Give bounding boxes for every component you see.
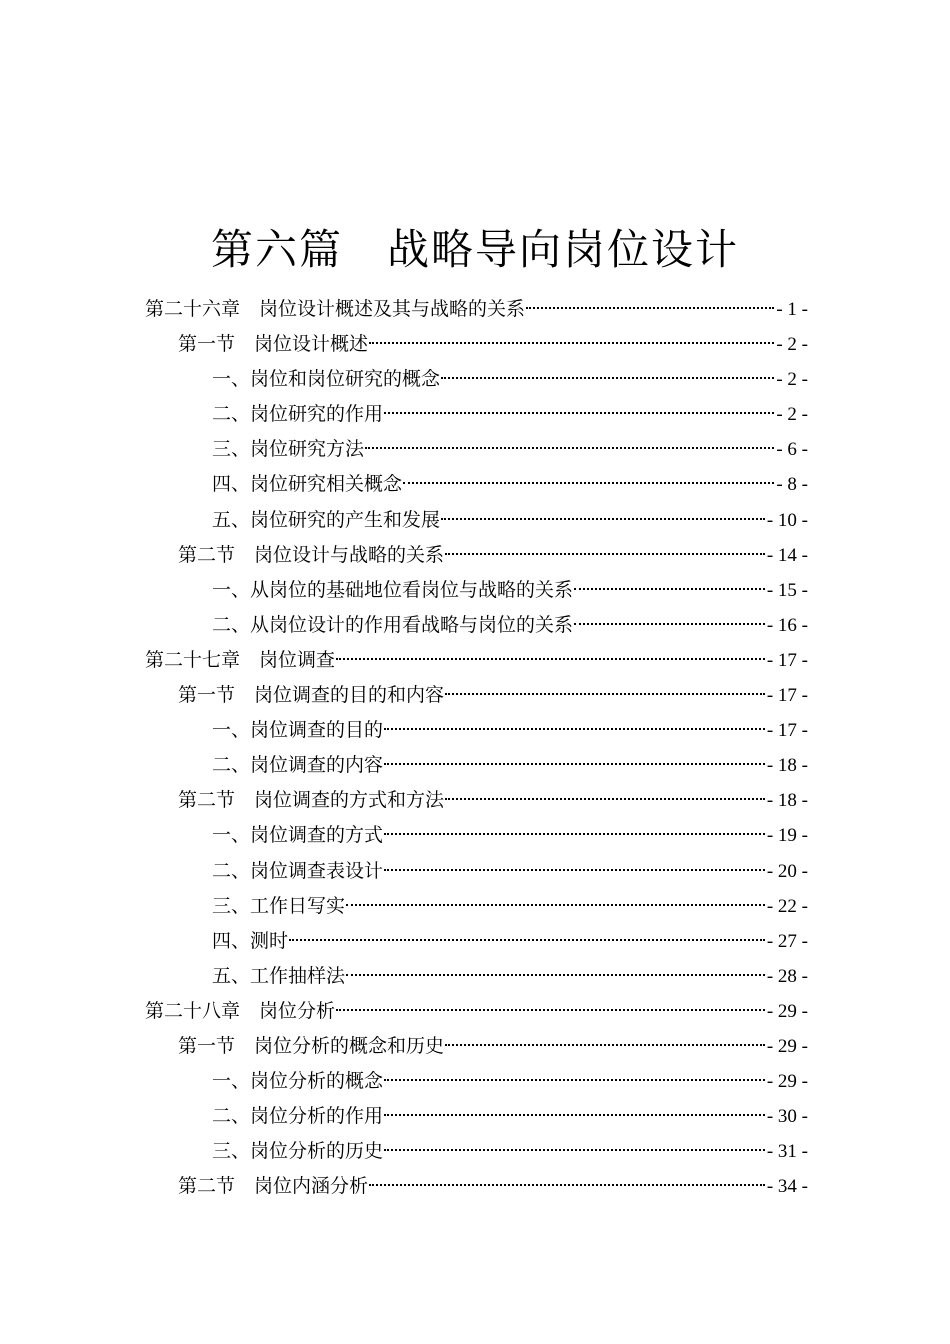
toc-page-number: - 17 - bbox=[766, 649, 808, 671]
toc-section-entry[interactable] bbox=[145, 1169, 808, 1204]
toc-page-number: - 29 - bbox=[766, 1000, 808, 1022]
dot-leader bbox=[384, 412, 774, 414]
toc-page-number: - 29 - bbox=[766, 1035, 808, 1057]
dot-leader bbox=[526, 307, 774, 309]
toc-page-number: - 18 - bbox=[766, 790, 808, 812]
toc-page-number: - 2 - bbox=[776, 404, 808, 426]
toc-subsection-entry[interactable] bbox=[145, 467, 808, 502]
dot-leader bbox=[574, 588, 765, 590]
toc-page-number: - 18 - bbox=[766, 755, 808, 777]
toc-page-number: - 2 - bbox=[776, 369, 808, 391]
dot-leader bbox=[441, 518, 765, 520]
toc-page-number: - 30 - bbox=[766, 1106, 808, 1128]
toc-page-number: - 2 - bbox=[776, 334, 808, 356]
dot-leader bbox=[445, 553, 765, 555]
toc-entry-label: 一、从岗位的基础地位看岗位与战略的关系 bbox=[212, 578, 574, 601]
toc-subsection-entry[interactable] bbox=[145, 1099, 808, 1134]
toc-page-number: - 28 - bbox=[766, 965, 808, 987]
toc-page-number: - 8 - bbox=[776, 474, 808, 496]
toc-subsection-entry[interactable] bbox=[145, 573, 808, 608]
toc-entry-label: 第二十六章 岗位设计概述及其与战略的关系 bbox=[145, 298, 526, 320]
toc-page-number: - 27 - bbox=[766, 930, 808, 952]
dot-leader bbox=[369, 342, 774, 344]
dot-leader bbox=[346, 904, 765, 906]
toc-subsection-entry[interactable] bbox=[145, 748, 808, 783]
toc-entry-label: 二、岗位研究的作用 bbox=[212, 403, 384, 426]
toc-subsection-entry[interactable] bbox=[145, 854, 808, 889]
dot-leader bbox=[369, 1184, 765, 1186]
toc-entry-label: 一、岗位分析的概念 bbox=[212, 1070, 384, 1093]
toc-page-number: - 17 - bbox=[766, 685, 808, 707]
toc-page-number: - 16 - bbox=[766, 614, 808, 636]
toc-entry-label: 三、工作日写实 bbox=[212, 894, 346, 917]
toc-section-entry[interactable] bbox=[145, 538, 808, 573]
toc-entry-label: 三、岗位分析的历史 bbox=[212, 1140, 384, 1163]
toc-chapter-entry[interactable] bbox=[145, 292, 808, 327]
dot-leader bbox=[574, 623, 765, 625]
toc-section-entry[interactable] bbox=[145, 327, 808, 362]
toc-entry-label: 第一节 岗位设计概述 bbox=[178, 333, 369, 356]
dot-leader bbox=[384, 1149, 765, 1151]
toc-entry-label: 五、工作抽样法 bbox=[212, 964, 346, 987]
dot-leader bbox=[384, 1079, 765, 1081]
toc-entry-label: 第二十七章 岗位调查 bbox=[145, 648, 336, 671]
dot-leader bbox=[336, 1009, 765, 1011]
toc-entry-label: 二、岗位调查表设计 bbox=[212, 859, 384, 882]
toc-section-entry[interactable] bbox=[145, 783, 808, 818]
dot-leader bbox=[445, 693, 765, 695]
toc-page-number: - 29 - bbox=[766, 1071, 808, 1093]
toc-page-number: - 1 - bbox=[776, 299, 808, 320]
toc-entry-label: 第二节 岗位设计与战略的关系 bbox=[178, 543, 445, 566]
table-of-contents bbox=[145, 292, 808, 1204]
toc-page-number: - 34 - bbox=[766, 1176, 808, 1198]
toc-subsection-entry[interactable] bbox=[145, 713, 808, 748]
dot-leader bbox=[384, 1114, 765, 1116]
toc-entry-label: 四、岗位研究相关概念 bbox=[212, 473, 403, 496]
toc-subsection-entry[interactable] bbox=[145, 397, 808, 432]
dot-leader bbox=[289, 939, 765, 941]
toc-section-entry[interactable] bbox=[145, 678, 808, 713]
toc-page-number: - 14 - bbox=[766, 544, 808, 566]
toc-subsection-entry[interactable] bbox=[145, 818, 808, 853]
dot-leader bbox=[336, 658, 765, 660]
toc-subsection-entry[interactable] bbox=[145, 924, 808, 959]
toc-page-number: - 10 - bbox=[766, 509, 808, 531]
toc-entry-label: 一、岗位调查的目的 bbox=[212, 719, 384, 742]
toc-chapter-entry[interactable] bbox=[145, 994, 808, 1029]
toc-page-number: - 31 - bbox=[766, 1141, 808, 1163]
toc-chapter-entry[interactable] bbox=[145, 643, 808, 678]
toc-page-number: - 17 - bbox=[766, 720, 808, 742]
toc-subsection-entry[interactable] bbox=[145, 1134, 808, 1169]
toc-entry-label: 一、岗位调查的方式 bbox=[212, 824, 384, 847]
toc-entry-label: 第二节 岗位调查的方式和方法 bbox=[178, 789, 445, 812]
dot-leader bbox=[365, 447, 774, 449]
dot-leader bbox=[384, 833, 765, 835]
toc-subsection-entry[interactable] bbox=[145, 432, 808, 467]
dot-leader bbox=[445, 1044, 765, 1046]
toc-entry-label: 一、岗位和岗位研究的概念 bbox=[212, 368, 441, 391]
toc-entry-label: 五、岗位研究的产生和发展 bbox=[212, 508, 441, 531]
toc-subsection-entry[interactable] bbox=[145, 1064, 808, 1099]
toc-page-number: - 15 - bbox=[766, 579, 808, 601]
toc-entry-label: 四、测时 bbox=[212, 929, 289, 952]
toc-entry-label: 二、岗位调查的内容 bbox=[212, 754, 384, 777]
toc-entry-label: 第一节 岗位分析的概念和历史 bbox=[178, 1034, 445, 1057]
dot-leader bbox=[403, 482, 774, 484]
dot-leader bbox=[384, 728, 765, 730]
toc-subsection-entry[interactable] bbox=[145, 362, 808, 397]
toc-subsection-entry[interactable] bbox=[145, 503, 808, 538]
toc-entry-label: 二、岗位分析的作用 bbox=[212, 1105, 384, 1128]
page-title: 第六篇 战略导向岗位设计 bbox=[210, 225, 739, 275]
toc-subsection-entry[interactable] bbox=[145, 889, 808, 924]
dot-leader bbox=[445, 798, 765, 800]
toc-page-number: - 22 - bbox=[766, 895, 808, 917]
dot-leader bbox=[384, 869, 765, 871]
toc-page-number: - 20 - bbox=[766, 860, 808, 882]
toc-section-entry[interactable] bbox=[145, 1029, 808, 1064]
dot-leader bbox=[346, 974, 765, 976]
toc-subsection-entry[interactable] bbox=[145, 959, 808, 994]
dot-leader bbox=[441, 377, 774, 379]
toc-entry-label: 第二十八章 岗位分析 bbox=[145, 999, 336, 1022]
toc-entry-label: 第一节 岗位调查的目的和内容 bbox=[178, 684, 445, 707]
dot-leader bbox=[384, 763, 765, 765]
toc-entry-label: 第二节 岗位内涵分析 bbox=[178, 1175, 369, 1198]
toc-page-number: - 6 - bbox=[776, 439, 808, 461]
toc-entry-label: 三、岗位研究方法 bbox=[212, 438, 365, 461]
toc-subsection-entry[interactable] bbox=[145, 608, 808, 643]
toc-page-number: - 19 - bbox=[766, 825, 808, 847]
toc-entry-label: 二、从岗位设计的作用看战略与岗位的关系 bbox=[212, 613, 574, 636]
